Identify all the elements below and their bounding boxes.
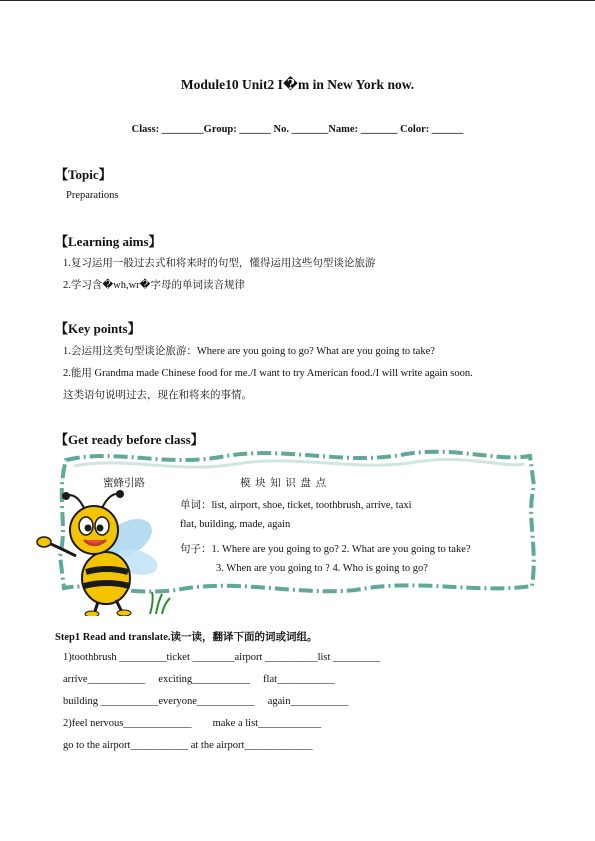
guide-words-line-1: [180, 497, 412, 512]
guide-right-title: 模 块 知 识 盘 点: [240, 478, 328, 489]
guide-left-title: 蜜蜂引路: [103, 478, 145, 489]
key-line-3: 这类语句说明过去，现在和将来的事情。: [63, 390, 252, 401]
topic-heading: 【Topic】: [55, 167, 112, 182]
topic-text: Preparations: [66, 190, 119, 201]
aims-heading: 【Learning aims】: [55, 234, 162, 249]
aims-line-2: 2.学习含�wh,wr�字母的单词读音规律: [63, 280, 245, 291]
guide-sentences-line-2: 3. When are you going to ? 4. Who is going to go?: [216, 563, 428, 574]
page-title: Module10 Unit2 I�m in New York now.: [180, 77, 415, 92]
key-line-2: 2.能用 Grandma made Chinese food for me./I want to try American food./I will write again soon.: [63, 368, 473, 379]
sentences-label: 句子：: [180, 544, 212, 555]
aims-line-1: 1.复习运用一般过去式和将来时的句型，懂得运用这些句型谈论旅游: [63, 258, 376, 269]
grass-icon: [146, 590, 172, 616]
words-label: 单词：: [180, 500, 212, 511]
guide-words-line-2: flat, building, made, again: [180, 519, 291, 530]
words-text-1: list, airport, shoe, ticket, toothbrush, arrive, taxi: [211, 500, 412, 511]
step1-heading: Step1 Read and translate.读一读，翻译下面的词或词组。: [55, 632, 318, 643]
step1-line-3: building ___________everyone___________ again___________: [63, 696, 349, 707]
step1-line-2: arrive___________ exciting___________ flat___________: [63, 674, 335, 685]
get-ready-heading: 【Get ready before class】: [55, 432, 204, 447]
guide-sentences-line-1: [180, 541, 471, 556]
key-points-heading: 【Key points】: [55, 321, 141, 336]
step1-line-1: 1)toothbrush _________ticket ________airport __________list _________: [63, 652, 381, 663]
student-info-line: Class: ________Group: ______ No. _______Name: _______ Color: ______: [131, 124, 464, 135]
sentences-text-1: 1. Where are you going to go? 2. What are you going to take?: [211, 544, 471, 555]
step1-line-5: go to the airport___________ at the airport_____________: [63, 740, 313, 751]
key-line-1: 1.会运用这类句型谈论旅游：Where are you going to go? What are you going to take?: [63, 346, 435, 357]
step1-line-4: 2)feel nervous_____________ make a list____________: [63, 718, 322, 729]
page-top-rule: [0, 0, 595, 1]
